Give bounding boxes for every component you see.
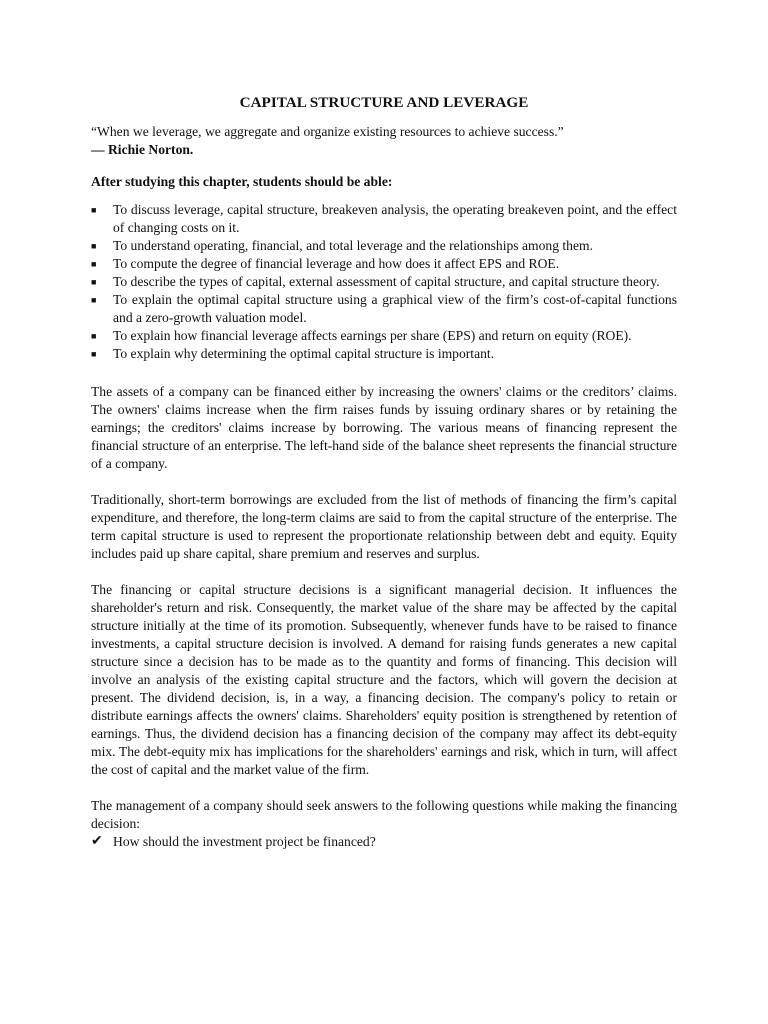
square-bullet-icon: ■ xyxy=(91,259,97,269)
objective-item xyxy=(91,273,677,291)
epigraph-quote: “When we leverage, we aggregate and organize existing resources to achieve success.” xyxy=(91,124,564,139)
objective-item xyxy=(91,327,677,345)
square-bullet-icon: ■ xyxy=(91,205,97,215)
body-paragraph: Traditionally, short-term borrowings are excluded from the list of methods of financing the firm’s capital expenditure, and therefore, the long-term claims are said to from the capital structure of the enterprise. The term capital structure is used to represent the proportionate relationship between debt and equity. Equity includes paid up share capital, share premium and reserves and surplus. xyxy=(91,492,677,561)
objective-text: To describe the types of capital, external assessment of capital structure, and capital structure theory. xyxy=(113,274,660,289)
epigraph-author: — Richie Norton. xyxy=(91,142,194,157)
objective-item xyxy=(91,201,677,237)
square-bullet-icon: ■ xyxy=(91,331,97,341)
objective-text: To explain why determining the optimal capital structure is important. xyxy=(113,346,495,361)
objectives-heading: After studying this chapter, students should be able: xyxy=(91,174,393,189)
document-body xyxy=(91,93,677,851)
square-bullet-icon: ■ xyxy=(91,349,97,359)
objective-item xyxy=(91,345,677,363)
body-paragraph: The assets of a company can be financed either by increasing the owners' claims or the creditors’ claims. The owners' claims increase when the firm raises funds by issuing ordinary shares or by retaining the earnings; the creditors' claims increase by borrowing. The various means of financing represent the financial structure of an enterprise. The left-hand side of the balance sheet represents the financial structure of a company. xyxy=(91,384,677,471)
objective-text: To explain how financial leverage affects earnings per share (EPS) and return on equity (ROE). xyxy=(113,328,632,343)
objectives-list xyxy=(91,201,677,363)
objective-text: To explain the optimal capital structure using a graphical view of the firm’s cost-of-capital functions and a zero-growth valuation model. xyxy=(113,292,677,325)
square-bullet-icon: ■ xyxy=(91,295,97,305)
objective-text: To understand operating, financial, and total leverage and the relationships among them. xyxy=(113,238,593,253)
body-paragraph: The financing or capital structure decisions is a significant managerial decision. It influences the shareholder's return and risk. Consequently, the market value of the share may be affected by the capital structure initially at the time of its promotion. Subsequently, whenever funds have to be raised to finance investments, a capital structure decision is involved. A demand for raising funds generates a new capital structure since a decision has to be made as to the quantity and forms of financing. This decision will involve an analysis of the existing capital structure and the factors, which will govern the decision at present. The dividend decision, is, in a way, a financing decision. The company's policy to retain or distribute earnings affects the owners' claims. Shareholders' equity position is strengthened by retention of earnings. Thus, the dividend decision has a financing decision of the company may affect its debt-equity mix. The debt-equity mix has implications for the shareholders' earnings and risk, which in turn, will affect the cost of capital and the market value of the firm. xyxy=(91,582,677,777)
objective-text: To compute the degree of financial leverage and how does it affect EPS and ROE. xyxy=(113,256,560,271)
objective-item xyxy=(91,237,677,255)
objective-item xyxy=(91,255,677,273)
checkmark-icon: ✔ xyxy=(91,834,103,849)
square-bullet-icon: ■ xyxy=(91,277,97,287)
body-paragraph: The management of a company should seek answers to the following questions while making the financing decision: xyxy=(91,798,677,831)
document-title: CAPITAL STRUCTURE AND LEVERAGE xyxy=(239,94,529,111)
objective-item xyxy=(91,291,677,327)
checklist-item xyxy=(91,833,677,851)
checklist-item-text: How should the investment project be financed? xyxy=(113,834,376,849)
square-bullet-icon: ■ xyxy=(91,241,97,251)
objective-text: To discuss leverage, capital structure, breakeven analysis, the operating breakeven point, and the effect of changing costs on it. xyxy=(113,202,677,235)
